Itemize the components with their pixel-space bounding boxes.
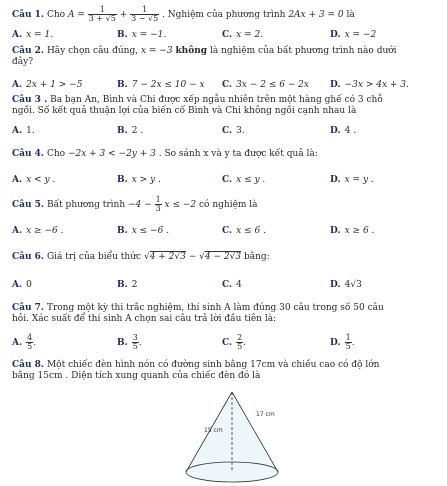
question-2-line-2: đây?	[12, 57, 34, 68]
question-4-option-d[interactable]: D. x = y .	[330, 175, 374, 185]
question-6-minus: −	[188, 252, 197, 262]
question-4-option-a[interactable]: A. x < y .	[12, 175, 56, 185]
question-7-option-c[interactable]: C. $\frac{2}{5}$ .	[222, 333, 247, 351]
question-6-label: Câu 6.	[12, 252, 45, 262]
question-6-root-1: √4 + 2√3	[143, 252, 186, 262]
question-5-pre: Bất phương trình	[46, 200, 126, 210]
question-8	[12, 360, 438, 383]
question-4-inequality: −2x + 3 < −2y + 3	[67, 149, 156, 159]
question-2-options	[12, 80, 438, 94]
question-4-option-b[interactable]: B. x > y .	[117, 175, 161, 185]
question-5	[12, 196, 438, 213]
question-5-label: Câu 5.	[12, 200, 45, 210]
question-1-pre: Cho	[46, 10, 66, 20]
question-7-option-d[interactable]: D. $\frac{1}{5}$ .	[330, 333, 355, 351]
question-2-bold-text: không	[175, 46, 208, 56]
question-3-line-2: ngồi. Số kết quả thuận lợi của biến cố Bình và Chi không ngồi cạnh nhau là	[12, 106, 357, 117]
question-1-plus: +	[119, 10, 128, 20]
question-2-label: Câu 2.	[12, 46, 45, 56]
question-5-option-c[interactable]: C. x ≤ 6 .	[222, 226, 266, 236]
question-3-option-a[interactable]: A. 1.	[12, 126, 35, 136]
question-3-option-d[interactable]: D. 4 .	[330, 126, 357, 136]
question-1-fraction-2: $\frac{1}{3 - √5}$	[131, 5, 159, 23]
question-3-line-1: Ba bạn An, Bình và Chi được xếp ngẫu nhiên trên một hàng ghế có 3 chỗ	[50, 95, 383, 105]
question-2-option-d[interactable]: D. −3x > 4x + 3.	[330, 80, 409, 90]
question-6-option-b[interactable]: B. 2	[117, 280, 138, 290]
question-6-root-2: √4 − 2√3	[199, 252, 242, 262]
question-6-option-a[interactable]: A. 0	[12, 280, 32, 290]
question-5-fraction: $\frac{1}{3}$	[155, 195, 161, 213]
question-5-inequality-a: −4 −	[128, 200, 152, 210]
question-1-mid: . Nghiệm của phương trình	[162, 10, 286, 20]
question-4-option-c[interactable]: C. x ≤ y .	[222, 175, 266, 185]
question-8-label: Câu 8.	[12, 360, 45, 370]
question-1-options	[12, 30, 438, 44]
question-1-equation: 2Ax + 3 = 0	[288, 10, 344, 20]
question-7-label: Câu 7.	[12, 303, 45, 313]
question-2	[12, 46, 438, 69]
question-7-options	[12, 334, 438, 356]
question-4-post: . So sánh x và y ta được kết quả là:	[158, 149, 318, 159]
question-1-option-d[interactable]: D. x = −2	[330, 30, 377, 40]
question-5-post: có nghiệm là	[199, 200, 258, 210]
question-1-expr-lhs: A =	[67, 10, 85, 20]
question-7	[12, 303, 438, 326]
question-5-inequality-b: x ≤ −2	[164, 200, 197, 210]
question-7-option-b[interactable]: B. $\frac{3}{5}$ .	[117, 333, 142, 351]
question-1-option-b[interactable]: B. x = −1.	[117, 30, 167, 40]
question-4	[12, 149, 438, 160]
question-1-post: là	[346, 10, 355, 20]
question-6-option-d[interactable]: D. 4√3	[330, 280, 362, 290]
question-2-option-c[interactable]: C. 3x − 2 ≤ 6 − 2x	[222, 80, 309, 90]
question-1-option-a[interactable]: A. x = 1.	[12, 30, 54, 40]
question-6-options	[12, 280, 438, 294]
question-6	[12, 252, 438, 263]
question-1-option-c[interactable]: C. x = 2.	[222, 30, 264, 40]
question-4-options	[12, 175, 438, 189]
cone-slant-label: 17 cm	[256, 411, 275, 418]
question-2-option-b[interactable]: B. 7 − 2x ≤ 10 − x	[117, 80, 205, 90]
question-3-option-b[interactable]: B. 2 .	[117, 126, 144, 136]
question-8-line-1: Một chiếc đèn hình nón có đường sinh bằng 17cm và chiều cao có độ lớn	[46, 360, 380, 370]
question-2-x-value: x = −3	[140, 46, 173, 56]
cone-height-label: 15 cm	[204, 427, 223, 434]
question-1-fraction-1: $\frac{1}{3 + √5}$	[88, 5, 116, 23]
question-1	[12, 6, 438, 23]
question-6-pre: Giá trị của biểu thức	[46, 252, 142, 262]
question-8-line-2: bằng 15cm . Diện tích xung quanh của chiếc đèn đó là	[12, 371, 261, 382]
question-2-text-a: Hãy chọn câu đúng,	[46, 46, 139, 56]
question-7-line-2: hỏi. Xác suất để thí sinh A chọn sai câu trả lời đầu tiên là:	[12, 314, 277, 325]
question-3-options	[12, 126, 438, 140]
question-7-line-1: Trong một kỳ thi trắc nghiệm, thí sinh A làm đúng 30 câu trong số 50 câu	[46, 303, 384, 313]
question-7-option-a[interactable]: A. $\frac{4}{5}$ .	[12, 333, 37, 351]
question-6-option-c[interactable]: C. 4	[222, 280, 242, 290]
question-3-label: Câu 3 .	[12, 95, 48, 105]
question-3	[12, 95, 438, 118]
question-3-option-c[interactable]: C. 3.	[222, 126, 245, 136]
question-5-option-a[interactable]: A. x ≥ −6 .	[12, 226, 64, 236]
question-2-text-b: là nghiệm của bất phương trình nào dưới	[209, 46, 397, 56]
question-5-options	[12, 226, 438, 240]
question-2-option-a[interactable]: A. 2x + 1 > −5	[12, 80, 83, 90]
question-6-post: bằng:	[243, 252, 270, 262]
question-1-label: Câu 1.	[12, 10, 45, 20]
question-4-pre: Cho	[46, 149, 66, 159]
question-5-option-d[interactable]: D. x ≥ 6 .	[330, 226, 375, 236]
question-5-option-b[interactable]: B. x ≤ −6 .	[117, 226, 170, 236]
cone-figure	[160, 388, 310, 486]
question-4-label: Câu 4.	[12, 149, 45, 159]
